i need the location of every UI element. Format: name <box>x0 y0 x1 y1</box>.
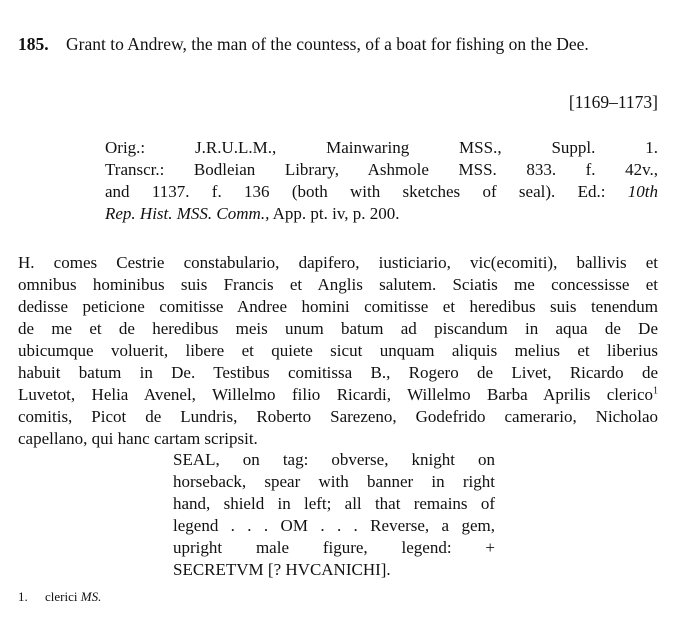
seal-line: horseback, spear with banner in right <box>173 472 495 491</box>
source-transcr-cont-text: and 1137. f. 136 (both with sketches of seal). Ed.: <box>105 182 606 201</box>
source-ed <box>105 203 658 225</box>
charter-line: habuit batum in De. Testibus comitissa B., Rogero de Livet, Ricardo de <box>18 363 658 382</box>
seal-line: hand, shield in left; all that remains of <box>173 494 495 513</box>
source-transcr-cont <box>105 181 658 203</box>
charter-line: ubicumque voluerit, libere et quiete sicut unquam aliquis melius et liberius <box>18 341 658 360</box>
source-ed-italic-1: 10th <box>627 182 658 201</box>
charter-line-text: Luvetot, Helia Avenel, Willelmo filio Ricardi, Willelmo Barba Aprilis clerico <box>18 385 653 404</box>
sources-block <box>105 137 658 225</box>
source-orig: Orig.: J.R.U.L.M., Mainwaring MSS., Suppl. 1. <box>105 138 658 157</box>
footnote-text-italic: MS. <box>80 589 102 604</box>
charter-line: H. comes Cestrie constabulario, dapifero, iusticiario, vic(ecomiti), ballivis et <box>18 253 658 272</box>
footnote-number: 1. <box>18 589 28 604</box>
charter-text <box>18 252 658 450</box>
charter-line: comitis, Picot de Lundris, Roberto Sarezeno, Godefrido camerario, Nicholao <box>18 407 658 426</box>
charter-line: capellano, qui hanc cartam scripsit. <box>18 429 258 448</box>
footnote <box>18 588 101 606</box>
seal-line: upright male figure, legend: + <box>173 538 495 557</box>
entry-title: Grant to Andrew, the man of the countess, of a boat for fishing on the Dee. <box>66 34 589 54</box>
seal-line: SEAL, on tag: obverse, knight on <box>173 450 495 469</box>
charter-line: dedisse peticione comitisse Andree homini comitisse et heredibus suis tenendum <box>18 297 658 316</box>
seal-line: SECRETVM [? HVCANICHI]. <box>173 560 391 579</box>
source-ed-italic-2: Rep. Hist. MSS. Comm., <box>105 204 270 223</box>
source-ed-rest: App. pt. iv, p. 200. <box>272 204 400 223</box>
charter-line-with-ref <box>18 384 658 406</box>
charter-line: omnibus hominibus suis Francis et Anglis salutem. Sciatis me concessisse et <box>18 275 658 294</box>
seal-line: legend . . . OM . . . Reverse, a gem, <box>173 516 495 535</box>
entry-heading <box>18 32 668 56</box>
entry-number: 185. <box>18 34 49 54</box>
entry-date: [1169–1173] <box>568 92 658 112</box>
footnote-text: clerici <box>45 589 78 604</box>
seal-description <box>173 449 495 581</box>
charter-line: de me et de heredibus meis unum batum ad piscandum in aqua de De <box>18 319 658 338</box>
source-transcr: Transcr.: Bodleian Library, Ashmole MSS. 833. f. 42v., <box>105 160 658 179</box>
footnote-reference: 1 <box>653 385 658 397</box>
